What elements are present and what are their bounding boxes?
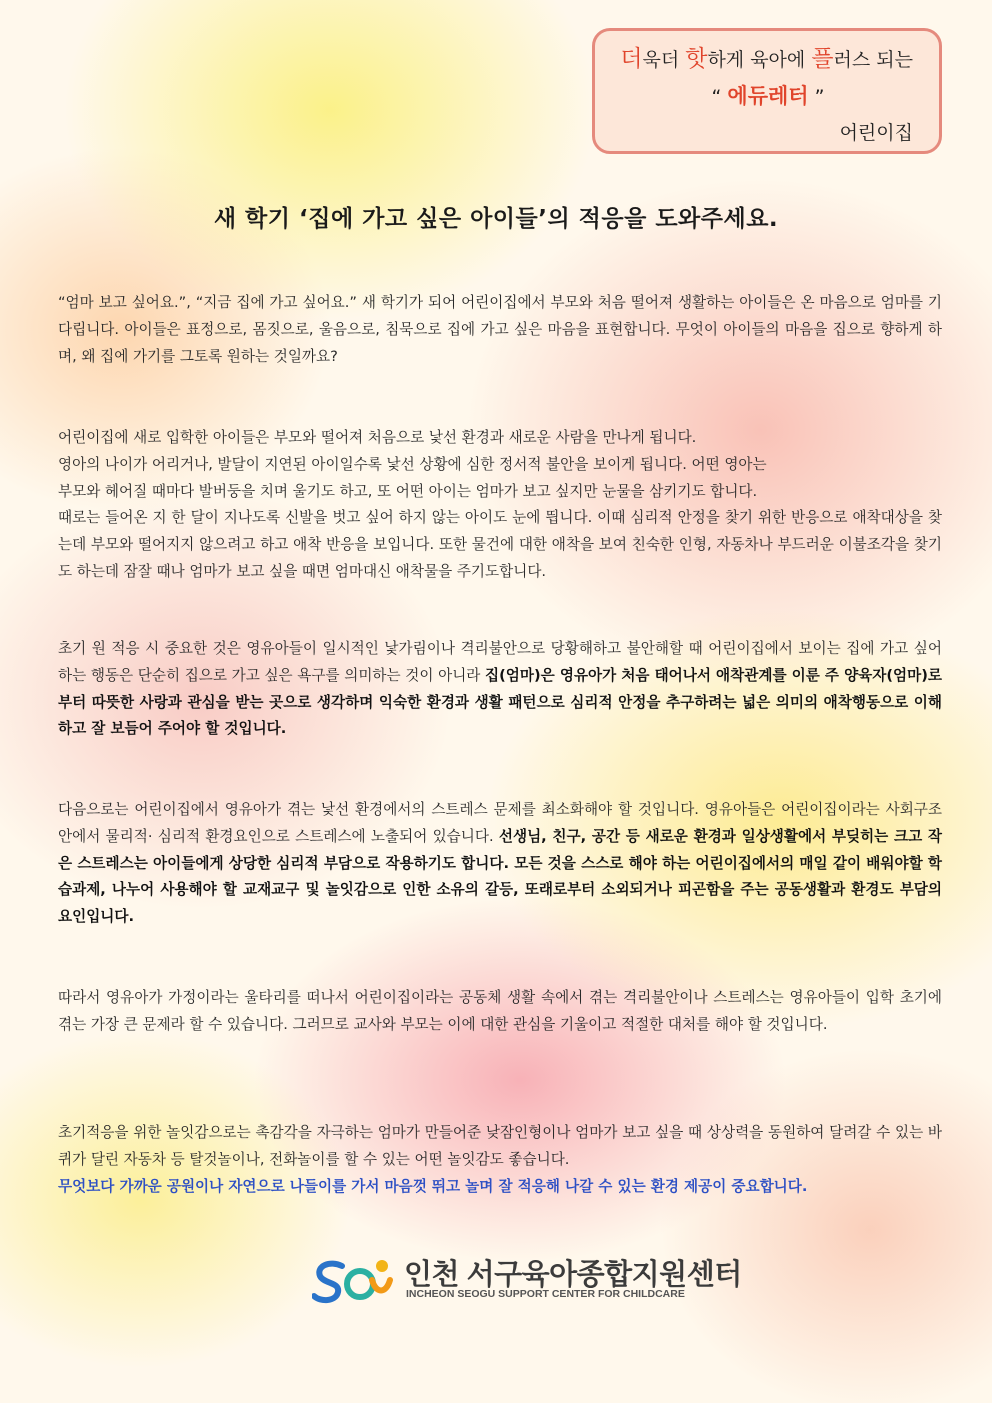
tagline-line1 <box>595 41 913 78</box>
tagline-box <box>592 28 942 154</box>
paragraph-intro <box>58 290 942 370</box>
body-text: 영아의 나이가 어리거나, 발달이 지연된 아이일수록 낯선 상황에 심한 정서적 불안을 보이게 됩니다. 어떤 영아는 <box>58 455 767 473</box>
paragraph-adjustment <box>58 425 942 586</box>
body-text: 따라서 영유아가 가정이라는 울타리를 떠나서 어린이집이라는 공동체 생활 속에서 겪는 격리불안이나 스트레스는 영유아들이 입학 초기에 겪는 가장 큰 문제라 할 수 있습니다. 그러므로 교사와 부모는 이에 대한 관심을 기울이고 적절한 대처를 해야 할 것입니다. <box>58 989 942 1033</box>
emphasized-text: 집(엄마)은 영유아가 처음 태어나서 애착관계를 이룬 주 양육자(엄마)로부터 따뜻한 사랑과 관심을 받는 곳으로 생각하며 익숙한 환경과 생활 패턴으로 심리적 안정을 추구하려는 넓은 의미의 애착행동으로 이해하고 잘 보듬어 주어야 할 것입니다. <box>58 666 943 738</box>
quote-close: ” <box>814 86 825 108</box>
center-name-korean: 인천 서구육아종합지원센터 <box>404 1259 742 1291</box>
emphasized-text: 무엇보다 가까운 공원이나 자연으로 나들이를 가서 마음껏 뛰고 놀며 잘 적응해 나갈 수 있는 환경 제공이 중요합니다. <box>58 1177 808 1195</box>
body-text: 초기적응을 위한 놀잇감으로는 촉감각을 자극하는 엄마가 만들어준 낮잠인형이나 엄마가 보고 싶을 때 상상력을 동원하여 달려갈 수 있는 바퀴가 달린 자동차 등 탈것놀이나, 전화놀이를 할 수 있는 어떤 놀잇감도 좋습니다. <box>58 1124 942 1168</box>
tagline-initial: 더 <box>620 46 643 72</box>
emphasized-text: 선생님, 친구, 공간 등 새로운 환경과 일상생활에서 부딪히는 크고 작은 스트레스는 아이들에게 상당한 심리적 부담으로 작용하기도 합니다. 모든 것을 스스로 해야 하는 어린이집에서의 매일 같이 배워야할 학습과제, 나누어 사용해야 할 교재교구 및 놀잇감으로 인한 소유의 갈등, 또래로부터 소외되거나 피곤함을 주는 공동생활과 환경도 부담의 요인입니다. <box>58 827 942 926</box>
newsletter-brand: 에듀레터 <box>727 84 809 108</box>
center-name-english: INCHEON SEOGU SUPPORT CENTER FOR CHILDCARE <box>406 1288 685 1300</box>
tagline-text: 하게 육아에 <box>707 49 812 71</box>
center-logo-icon <box>312 1254 396 1308</box>
tagline-text: 러스 되는 <box>833 49 913 71</box>
body-text: 다음으로는 어린이집에서 영유아가 겪는 낯선 환경에서의 스트레스 문제를 최소화해야 할 것입니다. 영유아들은 어린이집이라는 사회구조 안에서 물리적· 심리적 환경요인으로 스트레스에 노출되어 있습니다. <box>58 801 942 845</box>
body-text: 때로는 들어온 지 한 달이 지나도록 신발을 벗고 싶어 하지 않는 아이도 눈에 띕니다. 이때 심리적 안정을 찾기 위한 반응으로 애착대상을 찾는데 부모와 떨어지지 않으려고 하고 애착 반응을 보입니다. 또한 물건에 대한 애착을 보여 친숙한 인형, 자동차나 부드러운 이불조각을 찾기도 하는데 잠잘 때나 엄마가 보고 싶을 때면 엄마대신 애착물을 주기도합니다. <box>58 509 942 580</box>
body-text: 어린이집에 새로 입학한 아이들은 부모와 떨어져 처음으로 낯선 환경과 새로운 사람을 만나게 됩니다. <box>58 429 697 446</box>
paragraph-conclusion <box>58 985 942 1039</box>
tagline-initial: 플 <box>811 46 834 72</box>
tagline-text: 욱더 <box>642 49 686 71</box>
tagline-line3: 어린이집 <box>839 122 913 144</box>
paragraph-stress <box>58 797 942 931</box>
body-text: 초기 원 적응 시 중요한 것은 영유아들이 일시적인 낯가림이나 격리불안으로 당황해하고 불안해할 때 어린이집에서 보이는 집에 가고 싶어 하는 행동은 단순히 집으로 가고 싶은 욕구를 의미하는 것이 아니라 <box>58 640 942 684</box>
paragraph-toys <box>58 1120 942 1200</box>
body-text: “엄마 보고 싶어요.”, “지금 집에 가고 싶어요.” 새 학기가 되어 어린이집에서 부모와 처음 떨어져 생활하는 아이들은 온 마음으로 엄마를 기다립니다. 아이들은 표정으로, 몸짓으로, 울음으로, 침묵으로 집에 가고 싶은 마음을 표현합니다. 무엇이 아이들의 마음을 집으로 향하게 하며, 왜 집에 가기를 그토록 원하는 것일까요? <box>58 294 942 365</box>
page-title: 새 학기 ‘집에 가고 싶은 아이들’의 적응을 도와주세요. <box>213 206 779 232</box>
body-text: 부모와 헤어질 때마다 발버둥을 치며 울기도 하고, 또 어떤 아이는 엄마가 보고 싶지만 눈물을 삼키기도 합니다. <box>58 482 758 500</box>
quote-open: “ <box>711 86 722 108</box>
tagline-line2 <box>595 78 913 115</box>
tagline-initial: 핫 <box>685 46 708 72</box>
center-logo <box>312 1250 742 1310</box>
paragraph-attachment <box>58 636 942 743</box>
